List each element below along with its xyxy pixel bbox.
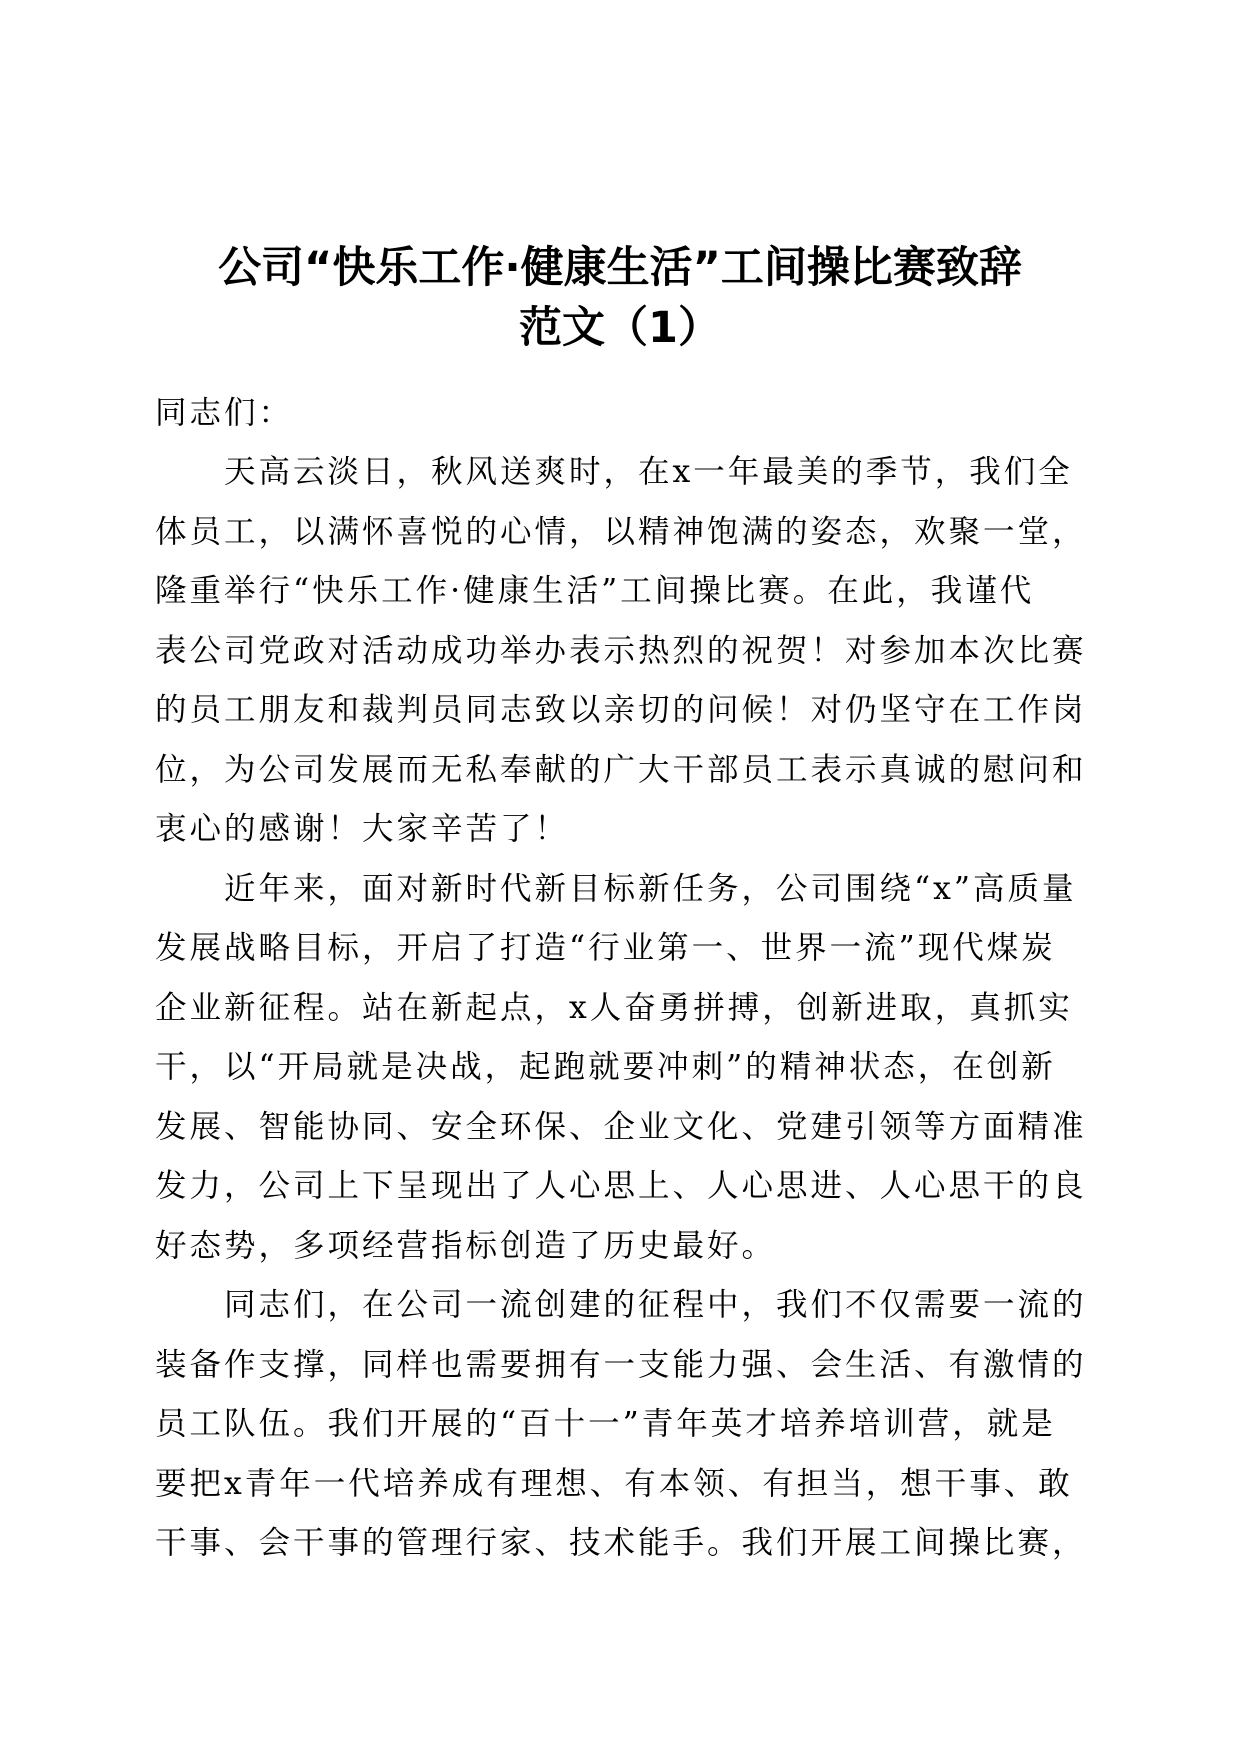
text-line: 天高云淡日，秋风送爽时，在x一年最美的季节，我们全 bbox=[224, 454, 1073, 490]
text-line: 同志们，在公司一流创建的征程中，我们不仅需要一流的 bbox=[224, 1287, 1087, 1323]
text-line: 发力，公司上下呈现出了人心思上、人心思进、人心思干的良 bbox=[155, 1168, 1087, 1204]
text-line: 干，以“开局就是决战，起跑就要冲刺”的精神状态，在创新 bbox=[155, 1049, 1056, 1085]
salutation: 同志们： bbox=[155, 395, 294, 431]
text-line: 装备作支撑，同样也需要拥有一支能力强、会生活、有激情的 bbox=[155, 1346, 1087, 1383]
title-line: 范文（1） bbox=[519, 303, 721, 353]
text-line: 表公司党政对活动成功举办表示热烈的祝贺！对参加本次比赛 bbox=[155, 632, 1087, 669]
text-line: 好态势，多项经营指标创造了历史最好。 bbox=[155, 1227, 777, 1264]
document-title bbox=[155, 238, 1085, 358]
text-line: 衷心的感谢！大家辛苦了！ bbox=[155, 811, 570, 847]
text-line: 发展战略目标，开启了打造“行业第一、世界一流”现代煤炭 bbox=[155, 930, 1056, 966]
paragraph-2 bbox=[155, 860, 1085, 1277]
text-line: 隆重举行“快乐工作·健康生活”工间操比赛。在此，我谨代 bbox=[155, 573, 1035, 609]
text-line: 干事、会干事的管理行家、技术能手。我们开展工间操比赛， bbox=[155, 1525, 1087, 1561]
title-line: 公司“快乐工作·健康生活”工间操比赛致辞 bbox=[218, 243, 1022, 293]
paragraph-1 bbox=[155, 443, 1085, 860]
document-body bbox=[155, 238, 1085, 1574]
text-line: 要把x青年一代培养成有理想、有本领、有担当，想干事、敢 bbox=[155, 1465, 1073, 1502]
text-line: 员工队伍。我们开展的“百十一”青年英才培养培训营，就是 bbox=[155, 1406, 1056, 1442]
text-line: 发展、智能协同、安全环保、企业文化、党建引领等方面精准 bbox=[155, 1108, 1087, 1145]
paragraph-3 bbox=[155, 1276, 1085, 1574]
text-line: 近年来，面对新时代新目标新任务，公司围绕“x”高质量 bbox=[224, 870, 1077, 907]
text-line: 位，为公司发展而无私奉献的广大干部员工表示真诚的慰问和 bbox=[155, 751, 1087, 788]
text-line: 企业新征程。站在新起点，x人奋勇拼搏，创新进取，真抓实 bbox=[155, 989, 1073, 1026]
text-line: 的员工朋友和裁判员同志致以亲切的问候！对仍坚守在工作岗 bbox=[155, 692, 1087, 728]
text-line: 体员工，以满怀喜悦的心情，以精神饱满的姿态，欢聚一堂， bbox=[155, 513, 1087, 550]
